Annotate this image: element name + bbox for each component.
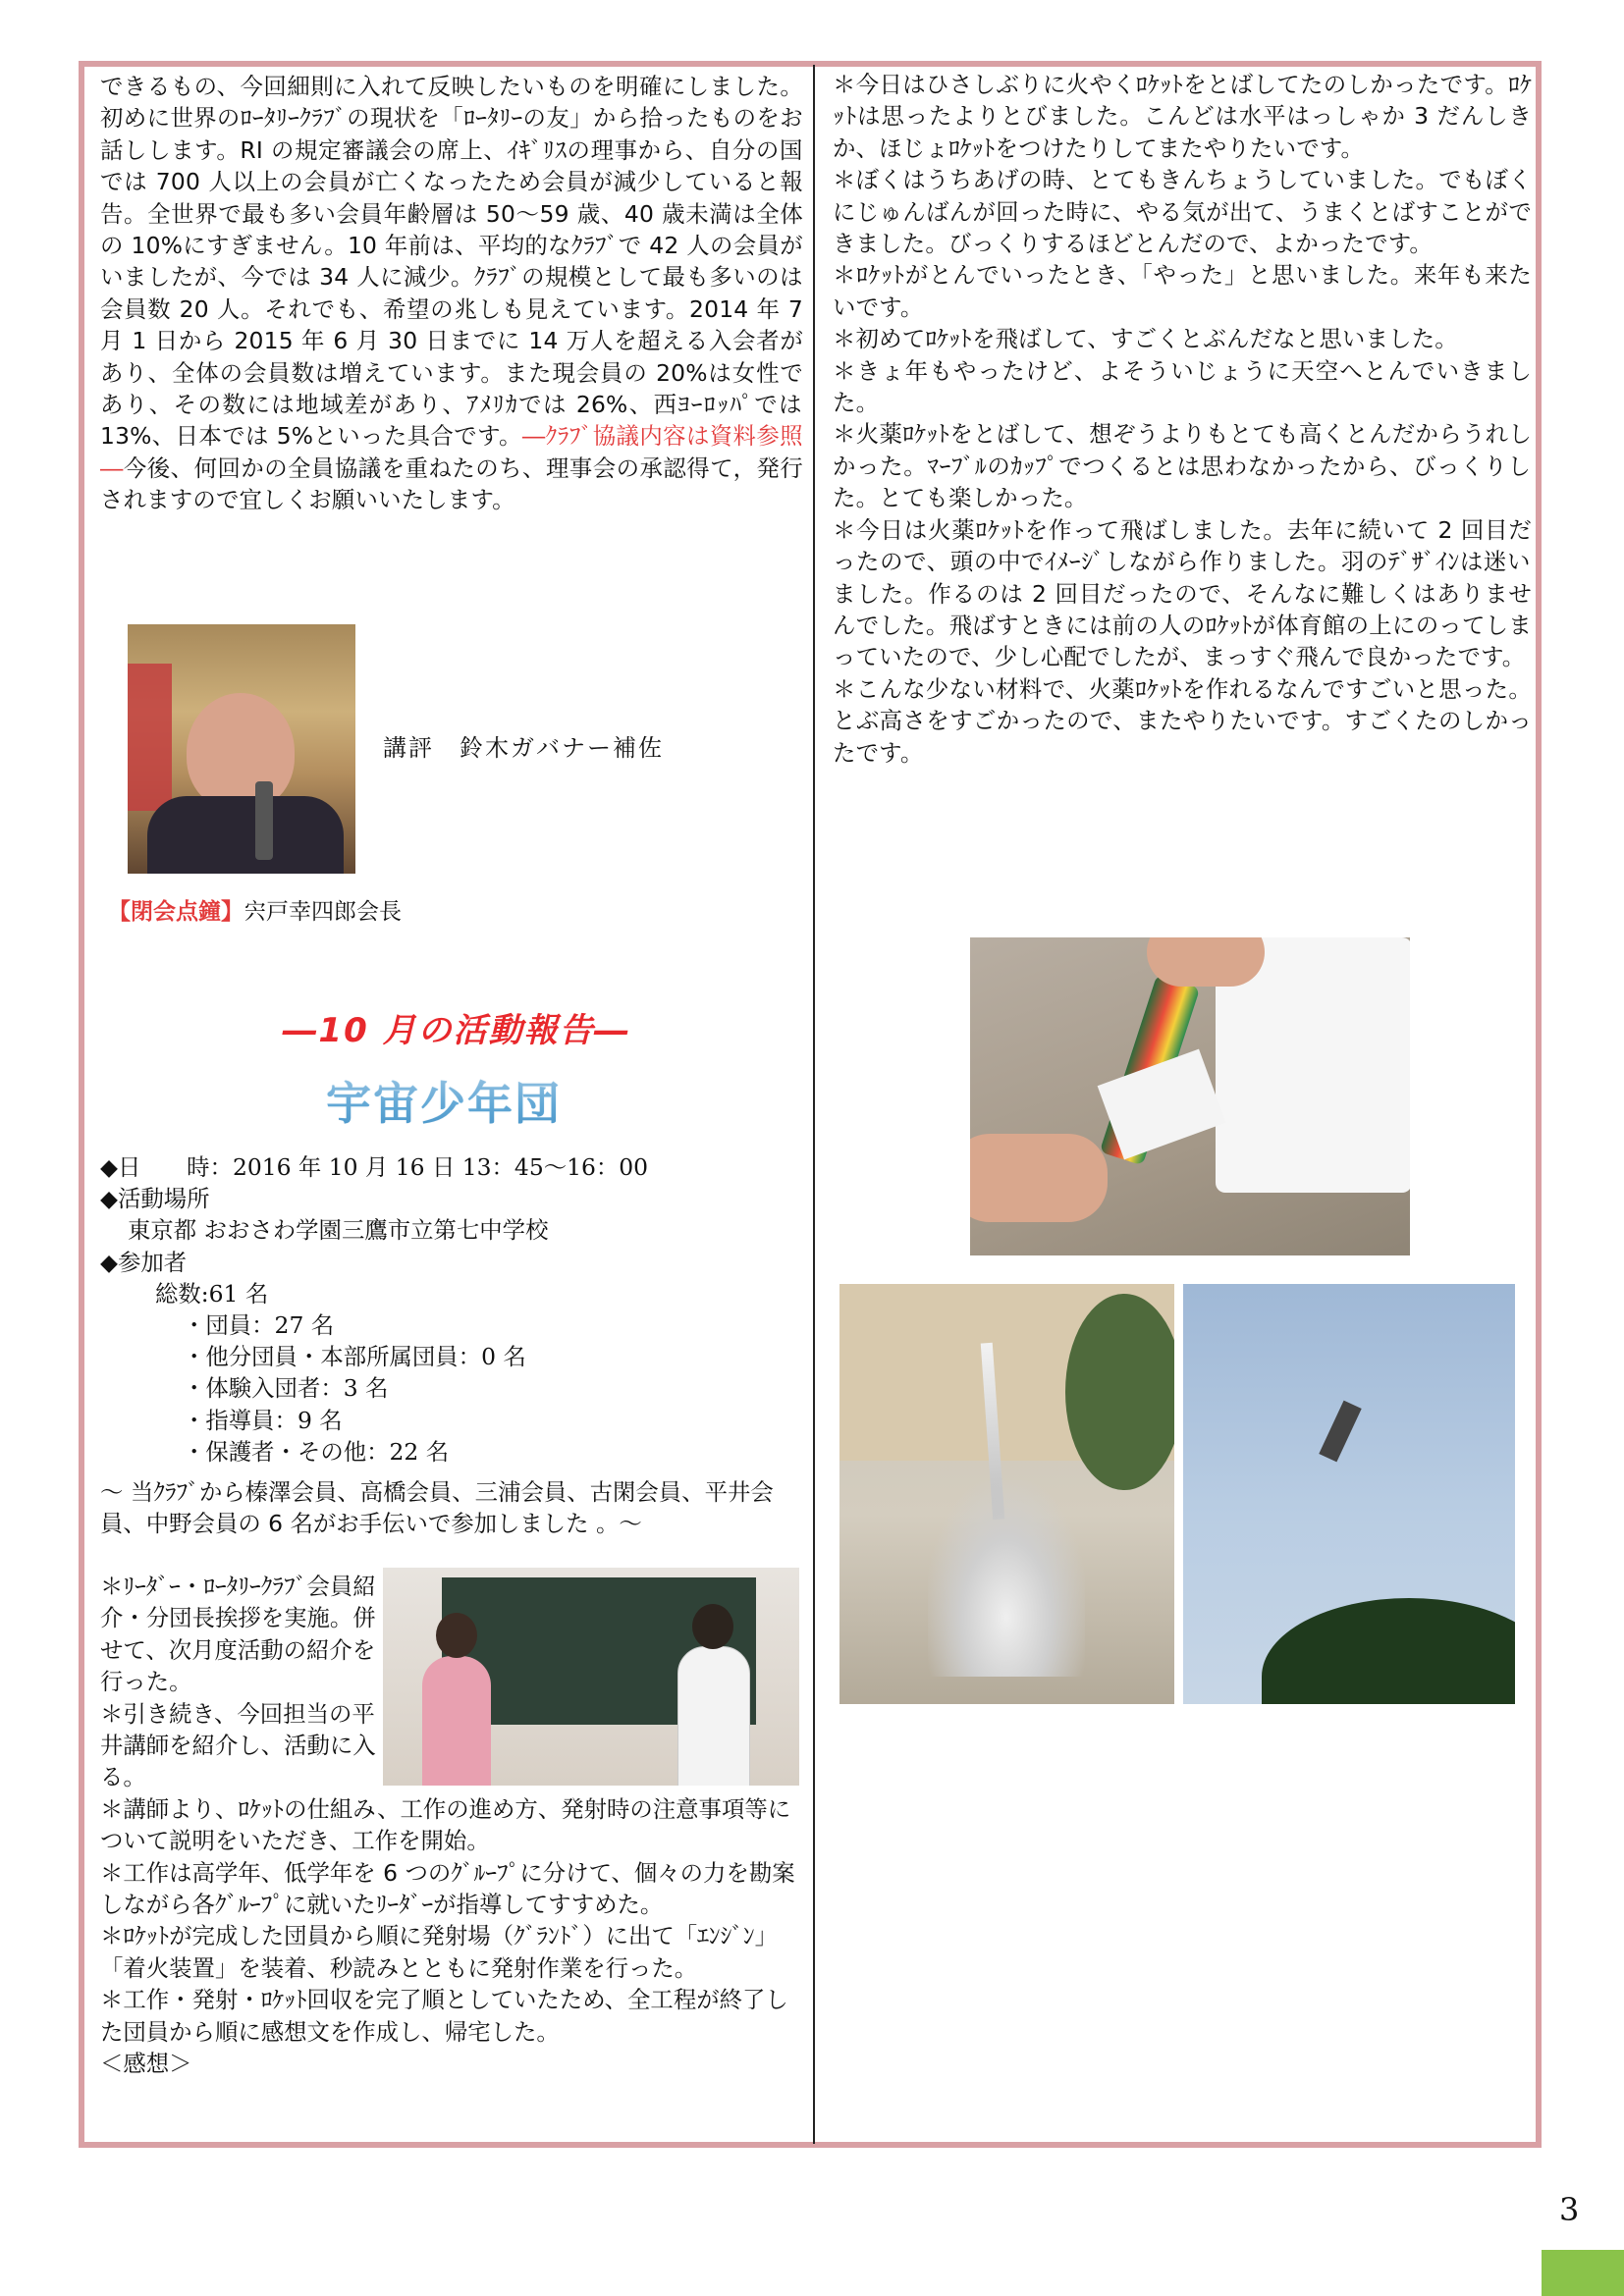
footer-accent-bar — [1542, 2250, 1624, 2296]
rocket-assembly-photo — [970, 937, 1410, 1255]
place-value: 東京都 おおさわ学園三鷹市立第七中学校 — [128, 1216, 549, 1245]
participants-trial: ・体験入団者：3 名 — [183, 1374, 389, 1403]
column-divider — [813, 65, 815, 2144]
flying-rocket-icon — [1319, 1401, 1361, 1463]
rocket-launch-photo — [839, 1284, 1174, 1704]
club-discussion-note: ―ｸﾗﾌﾞ協議内容は資料参照― — [100, 422, 803, 482]
impression-item: ＊ﾛｹｯﾄがとんでいったとき、「やった」と思いました。来年も来たいです。 — [833, 261, 1532, 321]
closing-bell — [108, 893, 402, 926]
logo-text: 宇宙少年団 — [326, 1068, 562, 1133]
activity-item: ＊ﾛｹｯﾄが完成した団員から順に発射場（ｸﾞﾗﾝﾄﾞ）に出て「ｴﾝｼﾞﾝ」「着火装置」を装着、秒読みとともに発射作業を行った。 — [100, 1922, 779, 1982]
participants-members: ・団員：27 名 — [183, 1311, 335, 1340]
rotary-report-paragraph — [100, 71, 803, 516]
closing-speaker: 宍戸幸四郎会長 — [244, 899, 402, 925]
rocket-sky-photo — [1183, 1284, 1515, 1704]
place-label: ◆活動場所 — [100, 1185, 210, 1213]
speaker-caption: 講評 鈴木ガバナー補佐 — [383, 734, 664, 762]
rotary-report-text: できるもの、今回細則に入れて反映したいものを明確にしました。初めに世界のﾛｰﾀﾘｰｸﾗﾌﾞの現状を「ﾛｰﾀﾘｰの友」から拾ったものをお話しします。RI の規定審議会の席上、ｲｷﾞﾘｽの理事から、自分の国では 700 人以上の会員が亡くなったため会員が減少していると報告。全世界で最も多い会員年齢層は 50〜59 歳、40 歳未満は全体の 10%にすぎません。10 年前は、平均的なｸﾗﾌﾞで 42 人の会員がいましたが、今では 34 人に減少。ｸﾗﾌﾞの規模として最も多いのは会員数 20 人。それでも、希望の兆しも見えています。2014 年 7 月 1 日から 2015 年 6 月 30 日までに 14 万人を超える入会者があり、全体の会員数は増えています。また現会員の 20%は女性であり、その数には地域差があり、ｱﾒﾘｶでは 26%、西ﾖｰﾛｯﾊﾟでは 13%、日本では 5%といった具合です。 — [100, 73, 803, 451]
impression-item: ＊初めてﾛｹｯﾄを飛ばして、すごくとぶんだなと思いました。 — [833, 325, 1458, 353]
participants-other: ・他分団員・本部所属団員：0 名 — [183, 1343, 526, 1371]
participants-total: 総数:61 名 — [155, 1279, 269, 1308]
impression-item: ＊今日はひさしぶりに火やくﾛｹｯﾄをとばしてたのしかったです。ﾛｹｯﾄは思ったよりとびました。こんどは水平はっしゃか 3 だんしきか、ほじょﾛｹｯﾄをつけたりしてまたやりたいです。 — [833, 71, 1532, 162]
rotary-report-tail: 今後、何回かの全員協議を重ねたのち、理事会の承認得て，発行されますので宜しくお願いいたします。 — [100, 454, 803, 514]
activity-item: ＊工作は高学年、低学年を 6 つのｸﾞﾙｰﾌﾟに分けて、個々の力を勘案しながら各ｸﾞﾙｰﾌﾟに就いたﾘｰﾀﾞｰが指導してすすめた。 — [100, 1858, 795, 1919]
activity-date: ◆日 時：2016 年 10 月 16 日 13：45〜16：00 — [100, 1153, 649, 1181]
microphone-icon — [255, 781, 273, 860]
participants-label: ◆参加者 — [100, 1248, 188, 1276]
impressions-column — [833, 69, 1532, 769]
speaker-photo — [128, 624, 355, 874]
activity-info — [100, 1151, 803, 1468]
helpers-note: 〜 当ｸﾗﾌﾞから榛澤会員、高橋会員、三浦会員、古閑会員、平井会員、中野会員の 6 名がお手伝いで参加しました 。〜 — [100, 1478, 774, 1538]
activity-item: ＊ﾘｰﾀﾞｰ・ﾛｰﾀﾘｰｸﾗﾌﾞ会員紹介・分団長挨拶を実施。併せて、次月度活動の紹介を行った。 — [100, 1573, 376, 1696]
report-title: ―10 月の活動報告― — [283, 1011, 630, 1050]
activity-list — [100, 1571, 803, 2080]
impression-item: ＊火薬ﾛｹｯﾄをとばして、想ぞうよりもとても高くとんだからうれしかった。ﾏｰﾌﾞﾙのｶｯﾌﾟでつくるとは思わなかったから、びっくりした。とても楽しかった。 — [833, 420, 1532, 512]
impression-item: ＊ぼくはうちあげの時、とてもきんちょうしていました。でもぼくにじゅんばんが回った時に、やる気が出て、うまくとばすことができました。びっくりするほどとんだので、よかったです。 — [833, 166, 1532, 258]
activity-item: ＊工作・発射・ﾛｹｯﾄ回収を完了順としていたため、全工程が終了した団員から順に感想文を作成し、帰宅した。 — [100, 1986, 788, 2046]
space-youth-logo — [277, 1068, 611, 1133]
participants-instructors: ・指導員：9 名 — [183, 1406, 343, 1434]
impression-item: ＊きょ年もやったけど、よそういじょうに天空へとんでいきました。 — [833, 356, 1532, 417]
impression-item: ＊こんな少ない材料で、火薬ﾛｹｯﾄを作れるなんですごいと思った。とぶ高さをすごかったので、またやりたいです。すごくたのしかったです。 — [833, 674, 1532, 767]
closing-label: 【閉会点鐘】 — [108, 899, 244, 925]
left-column-top — [100, 71, 803, 516]
page-number: 3 — [1559, 2191, 1580, 2228]
impression-item: ＊今日は火薬ﾛｹｯﾄを作って飛ばしました。去年に続いて 2 回目だったので、頭の中でｲﾒｰｼﾞしながら作りました。羽のﾃﾞｻﾞｲﾝは迷いました。作るのは 2 回目だったので、そんなに難しくはありませんでした。飛ばすときには前の人のﾛｹｯﾄが体育館の上にのってしまっていたので、少し心配でしたが、まっすぐ飛んで良かったです。 — [833, 515, 1532, 671]
participants-guardians: ・保護者・その他：22 名 — [183, 1437, 450, 1466]
impressions-label: ＜感想＞ — [100, 2050, 192, 2078]
activity-item: ＊講師より、ﾛｹｯﾄの仕組み、工作の進め方、発射時の注意事項等について説明をいただき、工作を開始。 — [100, 1794, 791, 1855]
activity-item: ＊引き続き、今回担当の平井講師を紹介し、活動に入る。 — [100, 1699, 376, 1791]
